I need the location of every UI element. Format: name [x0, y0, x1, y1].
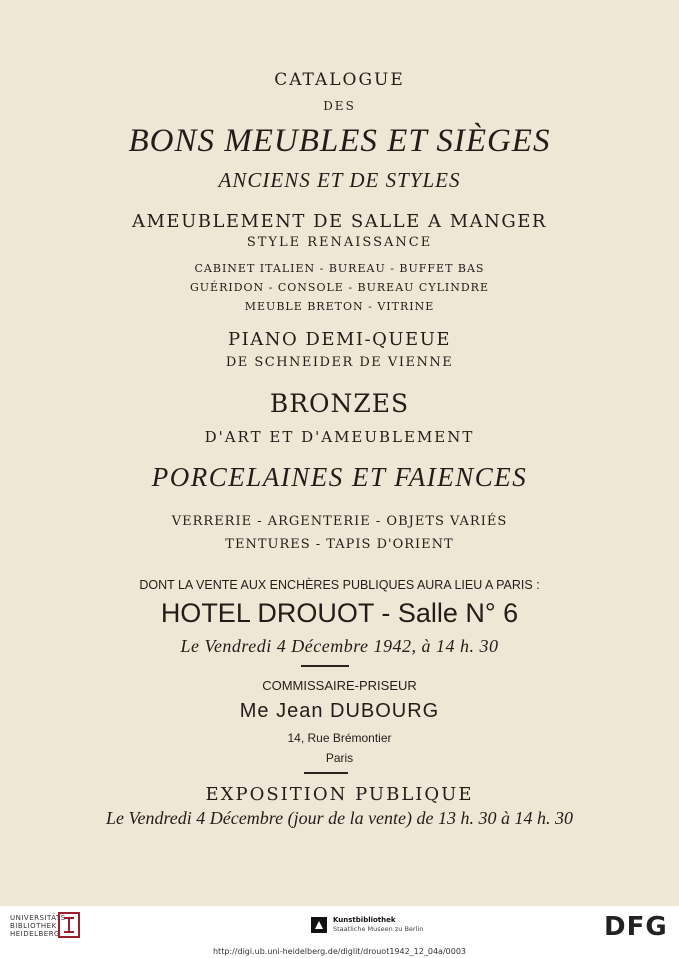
misc-line-1: VERRERIE - ARGENTERIE - OBJETS VARIÉS — [171, 514, 508, 529]
main-subtitle: ANCIENS ET DE STYLES — [218, 168, 461, 192]
des-label: DES — [323, 99, 356, 113]
piano-subheading: DE SCHNEIDER DE VIENNE — [225, 355, 454, 370]
kunst-label-2: Staatliche Museen zu Berlin — [333, 925, 424, 933]
bronzes-heading: BRONZES — [269, 389, 410, 418]
catalogue-label: CATALOGUE — [274, 70, 405, 90]
section-heading: AMEUBLEMENT DE SALLE A MANGER — [132, 211, 547, 232]
divider-rule — [304, 772, 348, 774]
dfg-logo: DFG — [604, 912, 668, 942]
univ-label-2: BIBLIOTHEK — [10, 922, 57, 930]
misc-line-2: TENTURES - TAPIS D'ORIENT — [225, 537, 454, 552]
porcelaines-heading: PORCELAINES ET FAIENCES — [151, 462, 528, 492]
main-title: BONS MEUBLES ET SIÈGES — [128, 123, 551, 159]
venue: HOTEL DROUOT - Salle N° 6 — [160, 598, 519, 628]
address-city: Paris — [325, 751, 354, 765]
furniture-line-2: GUÉRIDON - CONSOLE - BUREAU CYLINDRE — [189, 281, 489, 294]
furniture-line-3: MEUBLE BRETON - VITRINE — [244, 300, 435, 313]
source-url[interactable]: http://digi.ub.uni-heidelberg.de/diglit/drouot1942_12_04a/0003 — [212, 947, 466, 956]
section-subheading: STYLE RENAISSANCE — [246, 235, 433, 250]
divider-rule — [301, 665, 349, 667]
univ-label-3: HEIDELBERG — [10, 930, 60, 938]
univ-label-1: UNIVERSITÄTS- — [10, 914, 69, 922]
sale-notice: DONT LA VENTE AUX ENCHÈRES PUBLIQUES AURA LIEU A PARIS : — [139, 578, 540, 592]
university-logo-icon — [58, 912, 80, 938]
address-street: 14, Rue Brémontier — [287, 731, 392, 745]
commissaire-label: COMMISSAIRE-PRISEUR — [262, 678, 417, 693]
commissaire-name: Me Jean DUBOURG — [239, 700, 440, 722]
piano-heading: PIANO DEMI-QUEUE — [227, 329, 452, 350]
exposition-date: Le Vendredi 4 Décembre (jour de la vente) de 13 h. 30 à 14 h. 30 — [105, 808, 574, 828]
kunstbibliothek-logo-icon — [311, 917, 327, 933]
exposition-heading: EXPOSITION PUBLIQUE — [205, 784, 474, 805]
kunst-label-1: Kunstbibliothek — [333, 916, 396, 924]
bronzes-subheading: D'ART ET D'AMEUBLEMENT — [204, 428, 475, 446]
digitization-footer — [0, 906, 679, 958]
furniture-line-1: CABINET ITALIEN - BUREAU - BUFFET BAS — [194, 262, 485, 275]
sale-date: Le Vendredi 4 Décembre 1942, à 14 h. 30 — [180, 636, 499, 656]
